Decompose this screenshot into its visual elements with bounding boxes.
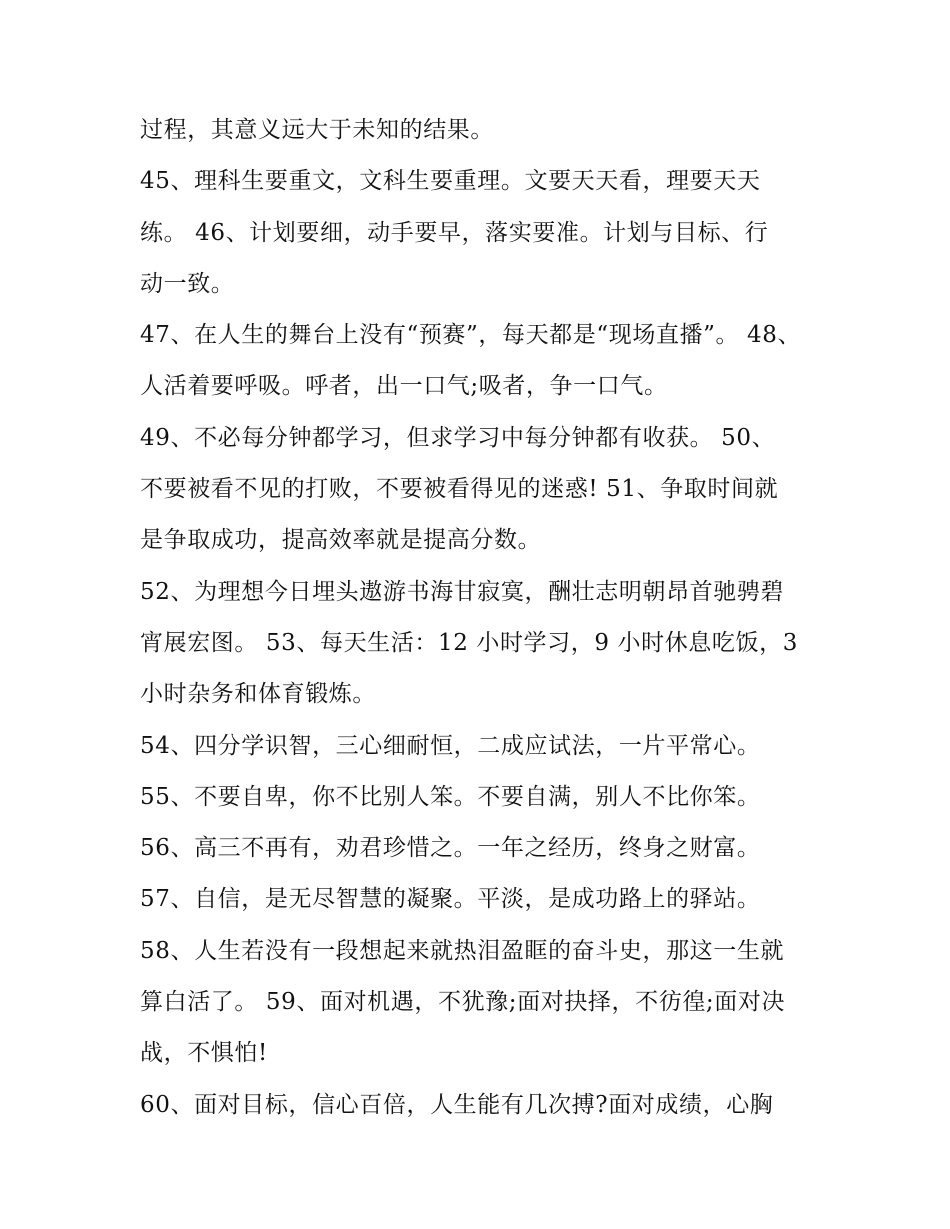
text-line: 57、自信，是无尽智慧的凝聚。平淡，是成功路上的驿站。 — [140, 886, 761, 913]
text-line: 算白活了。 59、面对机遇，不犹豫;面对抉择，不彷徨;面对决 — [140, 989, 786, 1016]
text-line: 58、人生若没有一段想起来就热泪盈眶的奋斗史，那这一生就 — [140, 937, 785, 964]
text-line: 54、四分学识智，三心细耐恒，二成应试法，一片平常心。 — [140, 732, 761, 759]
text-line: 不要被看不见的打败，不要被看得见的迷惑! 51、争取时间就 — [140, 476, 779, 503]
text-line: 过程，其意义远大于未知的结果。 — [140, 117, 494, 143]
text-line: 56、高三不再有，劝君珍惜之。一年之经历，终身之财富。 — [140, 835, 761, 862]
text-line: 是争取成功，提高效率就是提高分数。 — [140, 527, 542, 554]
text-line: 人活着要呼吸。呼者，出一口气;吸者，争一口气。 — [140, 373, 668, 400]
text-line: 宵展宏图。 53、每天生活：12 小时学习，9 小时休息吃饭，3 — [140, 629, 798, 656]
text-line: 52、为理想今日埋头遨游书海甘寂寞，酬壮志明朝昂首驰骋碧 — [140, 578, 785, 605]
text-line: 练。 46、计划要细，动手要早，落实要准。计划与目标、行 — [140, 219, 769, 246]
text-line: 小时杂务和体育锻炼。 — [140, 681, 376, 708]
text-line: 55、不要自卑，你不比别人笨。不要自满，别人不比你笨。 — [140, 783, 761, 810]
text-line: 47、在人生的舞台上没有“预赛”，每天都是“现场直播”。 48、 — [140, 322, 802, 349]
text-line: 49、不必每分钟都学习，但求学习中每分钟都有收获。 50、 — [140, 424, 776, 451]
text-line: 60、面对目标，信心百倍，人生能有几次搏?面对成绩，心胸 — [140, 1091, 774, 1118]
document-body — [140, 108, 820, 1134]
text-line: 战，不惧怕! — [140, 1040, 268, 1067]
text-line: 动一致。 — [140, 270, 235, 297]
text-line: 45、理科生要重文，文科生要重理。文要天天看，理要天天 — [140, 168, 761, 195]
